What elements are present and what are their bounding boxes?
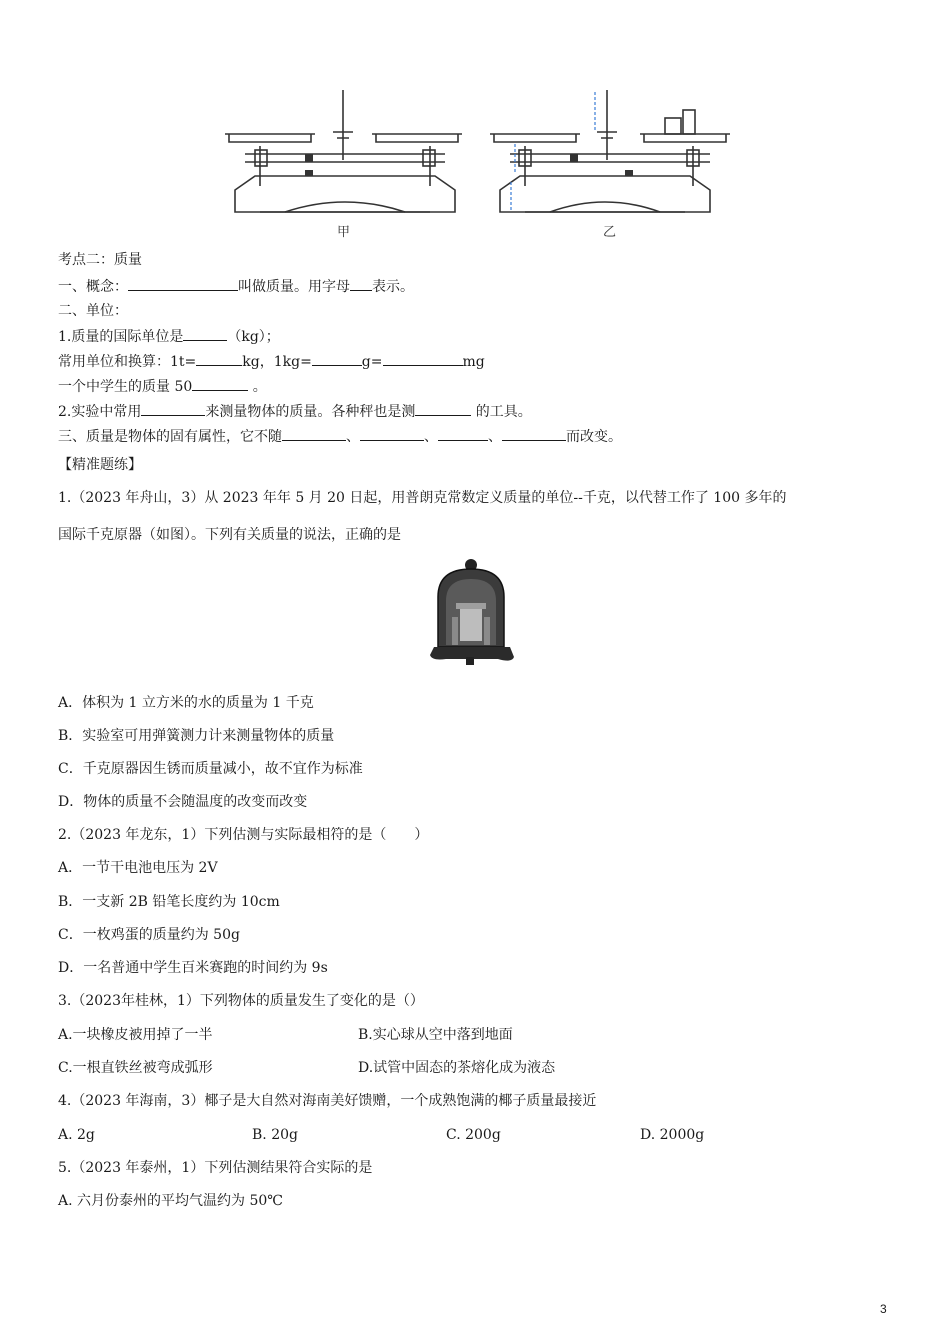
unit-heading: 二、单位： [58, 303, 128, 319]
question-3-option-c: C.一根直铁丝被弯成弧形 [58, 1060, 213, 1076]
tools-line: 2.实验中常用 来测量物体的质量。各种秤也是测 的工具。 [58, 401, 532, 422]
question-1-stem-line-1: 1.（2023 年舟山，3）从 2023 年年 5 月 20 日起，用普朗克常数定义质量的单位--千克，以代替工作了 100 多年的 [58, 490, 787, 506]
question-2-stem: 2.（2023 年龙东，1）下列估测与实际最相符的是（ ） [58, 827, 429, 843]
question-2-option-b: B．一支新 2B 铅笔长度约为 10cm [58, 894, 280, 910]
section-title: 考点二：质量 [58, 252, 142, 268]
question-4-option-d: D. 2000g [640, 1127, 705, 1143]
practice-heading: 【精准题练】 [58, 457, 142, 473]
question-4-option-b: B. 20g [252, 1127, 298, 1143]
question-4-options-row [58, 1125, 758, 1145]
student-mass-line: 一个中学生的质量 50 。 [58, 376, 267, 397]
question-2-option-a: A．一节干电池电压为 2V [58, 860, 218, 876]
page-number: 3 [880, 1302, 887, 1316]
question-4-stem: 4.（2023 年海南，3）椰子是大自然对海南美好馈赠，一个成熟饱满的椰子质量最接近 [58, 1093, 597, 1109]
question-1-option-c: C．千克原器因生锈而质量减小，故不宜作为标准 [58, 761, 363, 777]
question-4-option-c: C. 200g [446, 1127, 501, 1143]
question-3-option-a: A.一块橡皮被用掉了一半 [58, 1027, 213, 1043]
si-unit-line: 1.质量的国际单位是 （kg）； [58, 326, 280, 347]
question-5-option-a: A. 六月份泰州的平均气温约为 50℃ [58, 1193, 283, 1209]
question-2-option-d: D．一名普通中学生百米赛跑的时间约为 9s [58, 960, 328, 976]
question-5-stem: 5.（2023 年泰州，1）下列估测结果符合实际的是 [58, 1160, 373, 1176]
figure-label-left: 甲 [337, 225, 351, 240]
kilogram-prototype-image [428, 557, 514, 667]
conversion-line: 常用单位和换算：1t= kg，1kg= g= mg [58, 351, 485, 372]
balance-figure [215, 72, 735, 247]
concept-line: 一、概念： 叫做质量。用字母 表示。 [58, 276, 414, 297]
figure-label-right: 乙 [603, 225, 617, 240]
question-2-option-c: C．一枚鸡蛋的质量约为 50g [58, 927, 240, 943]
question-1-option-b: B．实验室可用弹簧测力计来测量物体的质量 [58, 728, 335, 744]
question-1-stem-line-2: 国际千克原器（如图）。下列有关质量的说法，正确的是 [58, 527, 401, 543]
question-3-options-row-2 [58, 1058, 658, 1078]
question-1-option-a: A．体积为 1 立方米的水的质量为 1 千克 [58, 695, 314, 711]
question-4-option-a: A. 2g [58, 1127, 95, 1143]
property-line: 三、质量是物体的固有属性，它不随 、 、 、 而改变。 [58, 426, 622, 447]
question-3-stem: 3.（2023年桂林，1）下列物体的质量发生了变化的是（） [58, 993, 424, 1009]
question-3-option-b: B.实心球从空中落到地面 [358, 1027, 513, 1043]
question-3-options-row-1 [58, 1025, 658, 1045]
question-1-option-d: D．物体的质量不会随温度的改变而改变 [58, 794, 308, 810]
question-3-option-d: D.试管中固态的茶熔化成为液态 [358, 1060, 556, 1076]
